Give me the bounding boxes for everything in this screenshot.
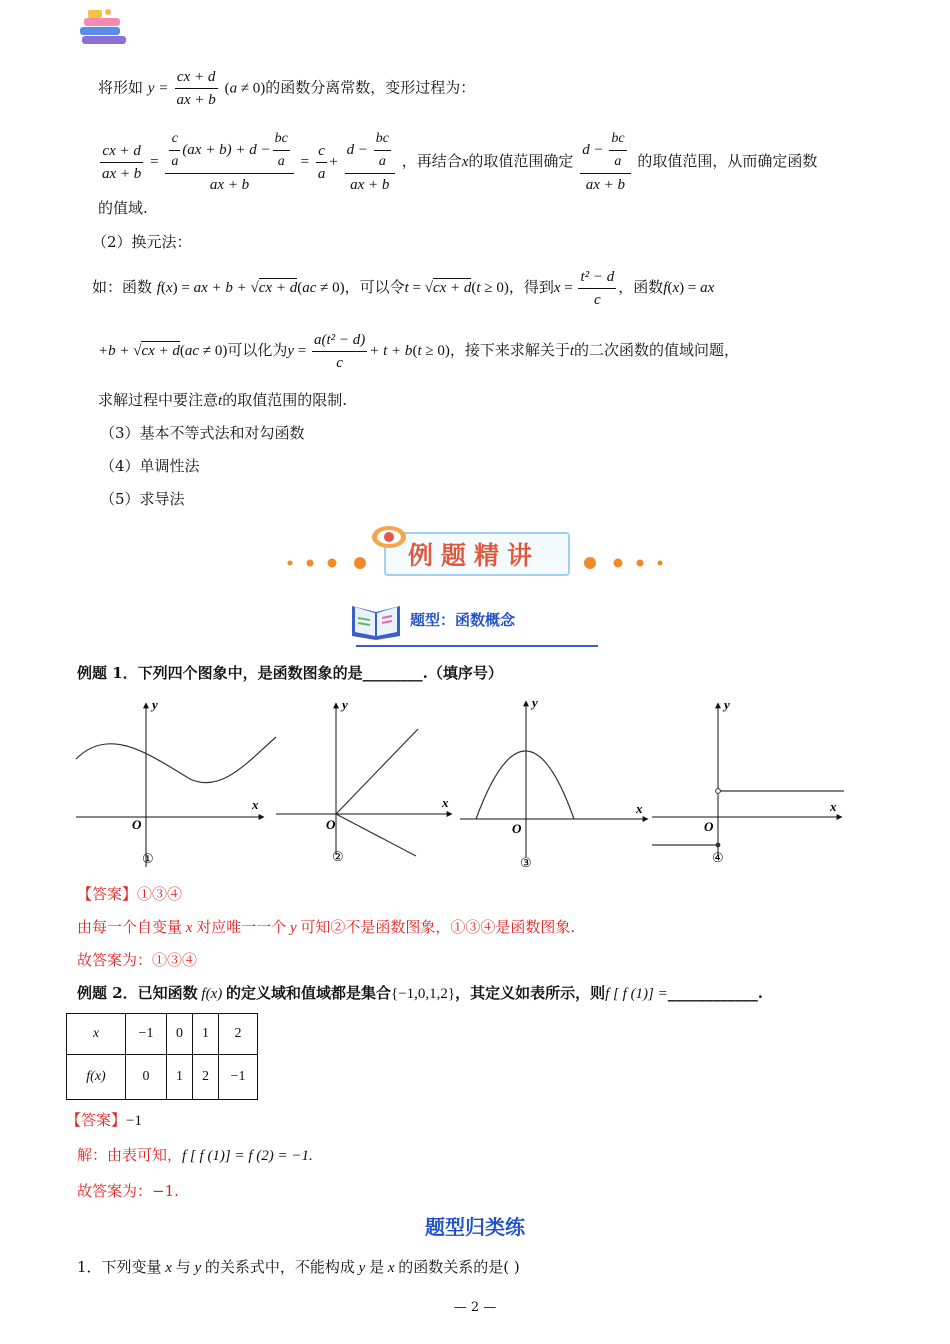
function-table (66, 1013, 258, 1100)
table-header-fx: f(x) (67, 1055, 126, 1100)
graph-2 (276, 697, 452, 864)
example2-solution: 解：由表可知，f [ f (1)] = f (2) = −1. (77, 1146, 313, 1164)
method-4: （4）单调性法 (100, 457, 200, 475)
graph-4-origin: O (704, 819, 714, 834)
graph-2-y-label: y (342, 697, 348, 712)
graph-2-number: ② (332, 849, 344, 864)
graph-4-y-label: y (724, 697, 730, 712)
graph-1-y-label: y (152, 697, 158, 712)
graph-3-number: ③ (520, 855, 532, 870)
books-logo-icon (78, 6, 134, 50)
graph-1-x-label: x (252, 797, 259, 812)
section-title: 题型：函数概念 (410, 611, 516, 629)
example1-conclusion: 故答案为：①③④ (77, 951, 198, 969)
banner-dots-right-icon (578, 556, 668, 570)
practice-question-1: 1．下列变量 x 与 y 的关系式中，不能构成 y 是 x 的函数关系的是( ) (77, 1258, 520, 1276)
graph-3-y-label: y (532, 695, 538, 710)
graph-4-x-label: x (830, 799, 837, 814)
graph-4 (652, 697, 844, 865)
graph-1-origin: O (132, 817, 142, 832)
example1-explanation: 由每一个自变量 x 对应唯一一个 y 可知②不是函数图象，①③④是函数图象. (77, 918, 576, 936)
practice-title: 题型归类练 (425, 1215, 525, 1239)
example2-conclusion: 故答案为：−1. (77, 1182, 179, 1200)
graph-3-origin: O (512, 821, 522, 836)
method1-derivation: $\frac{cx + d}{ax + b}$ = $\frac{c}{a}$ (ax + b) + d − $\frac{bc}{a}$ ax + b = $\frac{c}{a}$ + d − $\frac{bc}{a}$ ax + b ，再结合x的取值范围确定 d − $\frac{bc}{a}$ ax + b 的取值范围，从而确定函数 (98, 128, 817, 196)
graph-1 (76, 697, 276, 867)
graph-3 (460, 695, 648, 870)
banner-title: 例题精讲 (408, 541, 541, 570)
banner-dots-left-icon (284, 556, 374, 570)
table-header-x: x (67, 1014, 126, 1055)
open-book-icon (348, 598, 404, 642)
example1-graphs (70, 695, 850, 873)
table-cell: 0 (167, 1014, 193, 1055)
table-cell: 1 (193, 1014, 219, 1055)
graph-1-number: ① (142, 851, 154, 866)
graph-2-origin: O (326, 817, 336, 832)
method2-example-line3: 求解过程中要注意t的取值范围的限制. (98, 391, 347, 409)
method1-tail: 的值域. (98, 199, 148, 217)
graph-4-number: ④ (712, 850, 724, 865)
table-cell: −1 (126, 1014, 167, 1055)
method1-intro: 将形如 y = $\frac{cx + d}{ax + b}$ (a ≠ 0)的函数分离常数，变形过程为： (98, 66, 475, 111)
table-cell: 0 (126, 1055, 167, 1100)
method2-example-line2: +b + √cx + d(ac ≠ 0)可以化为y = $\frac{\text{a(t² − d)}}{c}$ + t + b(t ≥ 0)，接下来求解关于t的二次函数的值域问题， (98, 328, 739, 374)
example2-answer: 【答案】−1 (66, 1111, 142, 1129)
section-underline (356, 645, 598, 647)
graph-3-x-label: x (636, 801, 643, 816)
table-cell: 1 (167, 1055, 193, 1100)
examples-banner (284, 524, 668, 580)
table-cell: 2 (219, 1014, 258, 1055)
method-3: （3）基本不等式法和对勾函数 (100, 424, 305, 442)
table-row (67, 1014, 258, 1055)
table-cell: 2 (193, 1055, 219, 1100)
example1-answer: 【答案】①③④ (77, 885, 183, 903)
method2-example-line1: 如：函数 f(x) = ax + b + √cx + d(ac ≠ 0)，可以令t = √cx + d(t ≥ 0)，得到x = $\frac{\text{t² − d}}{c}$ ，函数f(x) = ax (92, 265, 714, 311)
eye-icon (370, 524, 408, 550)
example1-question: 例题 1．下列四个图象中，是函数图象的是________.（填序号） (77, 664, 503, 682)
method2-heading: （2）换元法： (92, 233, 192, 251)
graph-2-x-label: x (442, 795, 449, 810)
method-5: （5）求导法 (100, 490, 185, 508)
page-number: — 2 — (453, 1300, 497, 1315)
example2-question: 例题 2．已知函数 f(x) 的定义域和值域都是集合{−1,0,1,2}，其定义如表所示，则f [ f (1)] =____________. (77, 984, 763, 1002)
table-cell: −1 (219, 1055, 258, 1100)
table-row (67, 1055, 258, 1100)
